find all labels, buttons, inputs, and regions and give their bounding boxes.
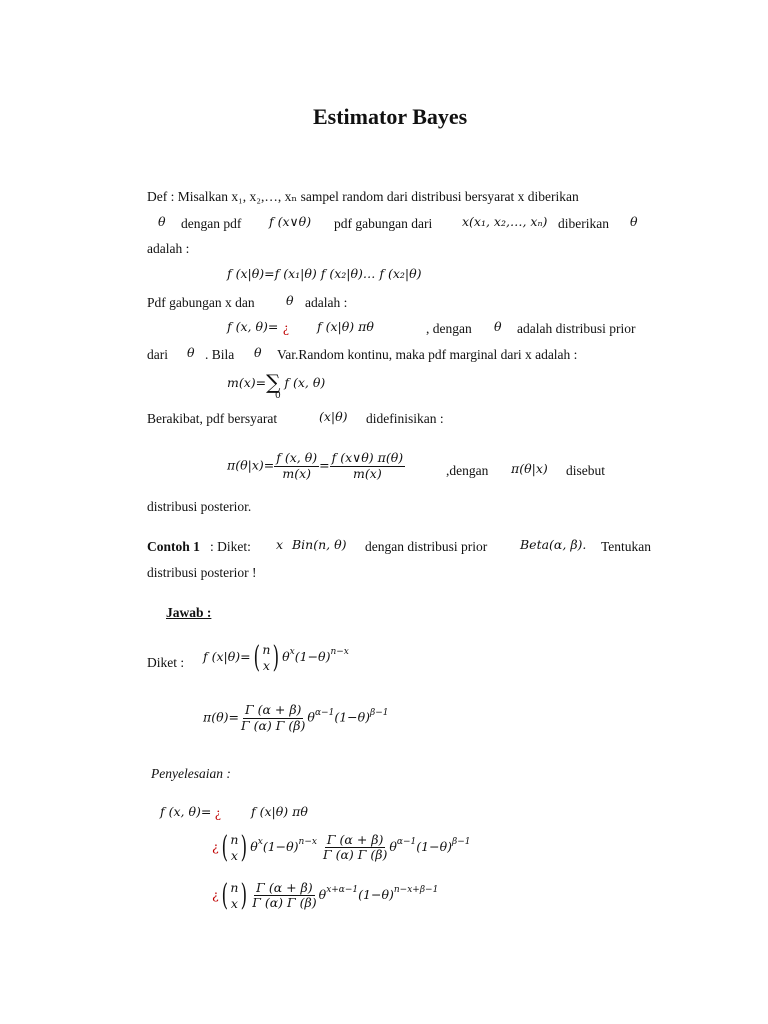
sample-vector-formula: x(x₁, x₂,…, xₙ)	[462, 214, 548, 229]
posterior-disebut: disebut	[566, 463, 605, 478]
posterior-lhs: π(θ|x)=	[227, 457, 275, 473]
solution-line-3: ¿ ( n x ) $\frac{\Gamma (\alpha + \beta)}{\Gamma (\alpha) \Gamma (\beta)}$ $\theta^{x+\alpha-1}(1-\theta)^{n-x+\beta-1}$	[212, 877, 439, 913]
theta-symbol: θ	[494, 319, 502, 334]
sum-subscript: 0	[275, 391, 281, 401]
solution-label: Penyelesaian :	[151, 766, 231, 781]
example-diket: : Diket:	[210, 539, 251, 554]
beta-distribution: Beta(α, β).	[520, 537, 587, 552]
posterior-distribution-text: distribusi posterior.	[147, 499, 252, 514]
marginal-bila: . Bila	[205, 347, 235, 362]
answer-label: Jawab :	[166, 605, 212, 620]
prior-formula: π(θ)= $\frac{\Gamma (\alpha + \beta)}{\Gamma (\alpha) \Gamma (\beta)}$ $\theta^{\alpha-1}(1-\theta)^{\beta-1}$	[203, 702, 389, 733]
solution-line-2: ¿ ( n x ) $\theta^x(1-\theta)^{n-x}$ $\frac{\Gamma (\alpha + \beta)}{\Gamma (\alpha) \Gamma (\beta)}$ $\theta^{\alpha-1}(1-\theta)^{\beta-1}$	[212, 829, 471, 865]
joint-formula-lhs: f (x, θ)=	[227, 319, 279, 334]
posterior-dengan: ,dengan	[446, 463, 489, 478]
binomial-coefficient: ( n x )	[221, 877, 248, 913]
posterior-lead: Berakibat, pdf bersyarat	[147, 411, 278, 426]
missing-glyph: ¿	[283, 320, 289, 335]
solution-line-1-rhs: f (x|θ) πθ	[251, 804, 308, 819]
definition-adalah: adalah :	[147, 241, 190, 256]
posterior-fraction-1: $\frac{f (x, \theta)}{m(x)}$	[276, 450, 318, 481]
joint-pdf-formula: f (x|θ)=f (x₁|θ) f (x₂|θ)… f (x₂|θ)	[227, 266, 422, 281]
sum-symbol: ∑	[266, 370, 281, 394]
gamma-fraction: $\frac{\Gamma (\alpha + \beta)}{\Gamma (\alpha) \Gamma (\beta)}$	[240, 702, 306, 733]
conditional-pdf-formula: f (x∨θ)	[269, 214, 312, 229]
posterior-formula: π(θ|x)= $\frac{f (x, \theta)}{m(x)}$ = $\frac{f (x\vee\theta) \pi(\theta)}{m(x)}$	[227, 450, 404, 481]
example-line-2: distribusi posterior !	[147, 565, 257, 580]
definition-dengan-pdf: dengan pdf	[181, 216, 242, 231]
theta-symbol: θ	[254, 345, 262, 360]
marginal-dari: dari	[147, 347, 168, 362]
theta-symbol: θ	[158, 214, 166, 229]
solution-line-1-lhs: f (x, θ)=	[160, 804, 212, 819]
gamma-fraction: $\frac{\Gamma (\alpha + \beta)}{\Gamma (\alpha) \Gamma (\beta)}$	[322, 831, 388, 863]
joint-formula-rhs: f (x|θ) πθ	[317, 319, 374, 334]
example-mid-text: dengan distribusi prior	[365, 539, 488, 554]
marginal-description: Var.Random kontinu, maka pdf marginal dari x adalah :	[277, 347, 578, 362]
likelihood-formula: f (x|θ)= ( n x ) $\theta^x(1-\theta)^{n-x}$	[203, 639, 349, 675]
gamma-fraction: $\frac{\Gamma (\alpha + \beta)}{\Gamma (\alpha) \Gamma (\beta)}$	[252, 879, 317, 911]
example-label: Contoh 1	[147, 539, 200, 554]
definition-diberikan: diberikan	[558, 216, 609, 231]
definition-line-1: Def : Misalkan x₁, x₂,…, xₙ sampel random dari distribusi bersyarat x diberikan	[147, 189, 579, 204]
conditional-notation: (x|θ)	[319, 409, 348, 424]
marginal-formula	[227, 370, 326, 401]
posterior-didefinisikan: didefinisikan :	[366, 411, 444, 426]
example-x: x	[276, 537, 284, 552]
definition-pdf-gabungan: pdf gabungan dari	[334, 216, 433, 231]
joint-formula-dengan: , dengan	[426, 321, 472, 336]
marginal-rhs: f (x, θ)	[284, 375, 326, 390]
page-title: Estimator Bayes	[313, 104, 468, 129]
theta-symbol: θ	[286, 293, 294, 308]
posterior-fraction-2: $\frac{f (x\vee\theta) \pi(\theta)}{m(x)}$	[331, 450, 404, 481]
binomial-coefficient: ( n x )	[253, 639, 280, 675]
missing-glyph: ¿	[215, 805, 221, 820]
theta-symbol: θ	[630, 214, 638, 229]
example-tentukan: Tentukan	[601, 539, 652, 554]
answer-diket: Diket :	[147, 655, 185, 670]
posterior-notation: π(θ|x)	[511, 461, 548, 476]
theta-symbol: θ	[187, 345, 195, 360]
binomial-coefficient: ( n x )	[221, 829, 248, 865]
joint-pdf-lead: Pdf gabungan x dan	[147, 295, 255, 310]
joint-pdf-adalah: adalah :	[305, 295, 348, 310]
marginal-lhs: m(x)=	[227, 375, 267, 390]
binomial-distribution: Bin(n, θ)	[292, 537, 347, 552]
prior-distribution-text: adalah distribusi prior	[517, 321, 636, 336]
